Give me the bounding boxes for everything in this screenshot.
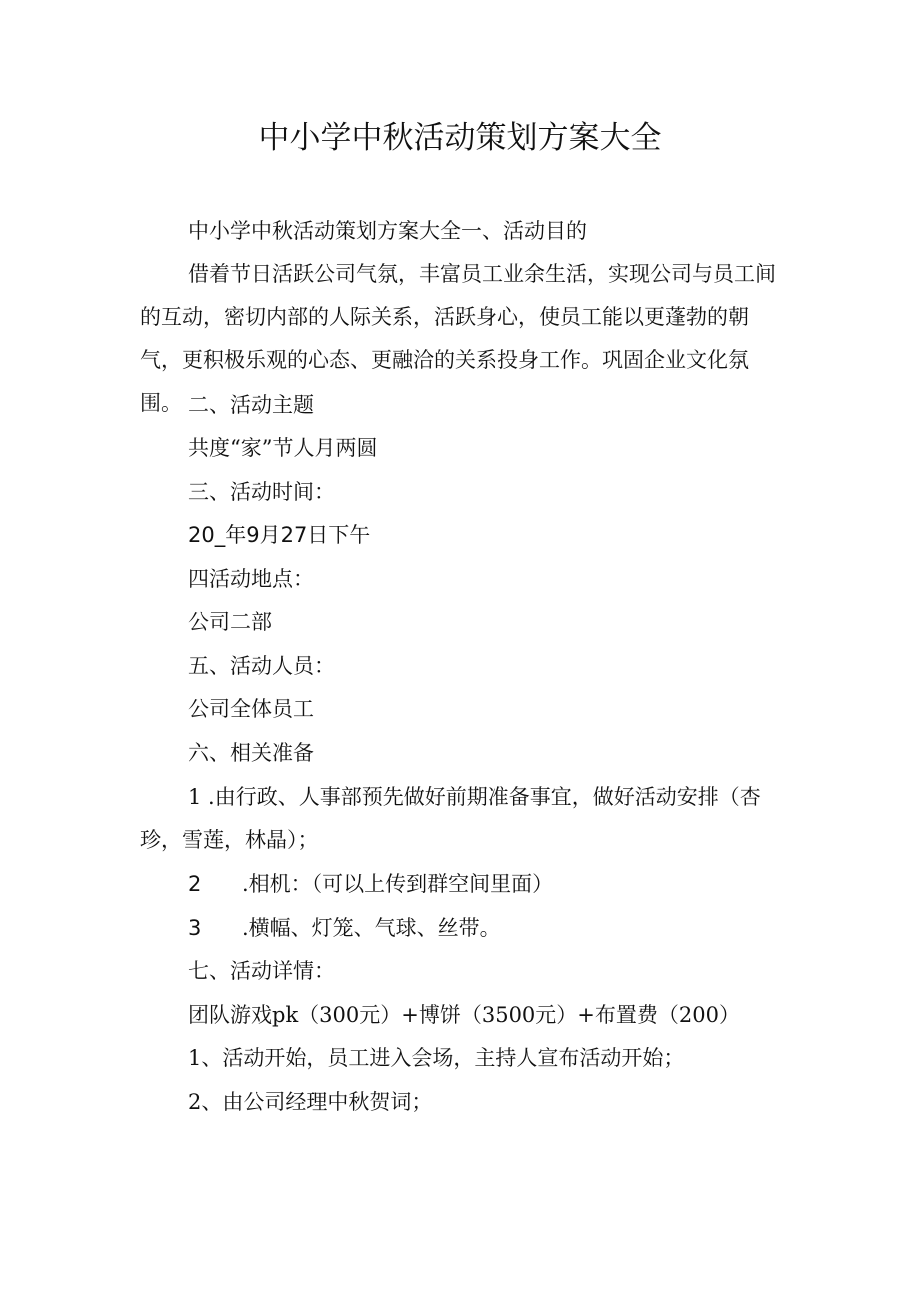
heading-preparation: 六、相关准备 [188,741,314,765]
document-title: 中小学中秋活动策划方案大全 [258,120,662,156]
paragraph-purpose: 借着节日活跃公司气氛，丰富员工业余生活，实现公司与员工间的互动，密切内部的人际关系，活跃身心，使员工能以更蓬勃的朝气，更积极乐观的心态、更融洽的关系投身工作。巩固企业文化氛围。 [140,262,776,415]
paragraph-theme: 共度“家”节人月两圆 [188,436,378,460]
item-number: 3 [188,916,202,940]
paragraph-budget: 团队游戏pk（300元）+博饼（3500元）+布置费（200） [188,1003,740,1027]
item-text: .相机：（可以上传到群空间里面） [242,872,554,896]
heading-people: 五、活动人员： [188,654,335,678]
paragraph-people: 公司全体员工 [188,697,314,721]
item-text: .横幅、灯笼、气球、丝带。 [242,916,501,940]
preparation-item-3 [188,907,838,950]
heading-details: 七、活动详情： [188,959,335,983]
paragraph-time: 20_年9月27日下午 [188,523,371,547]
heading-location: 四活动地点： [188,567,314,591]
preparation-item-2 [188,863,838,906]
heading-time: 三、活动时间： [188,480,335,504]
item-number: 2 [188,872,202,896]
paragraph-location: 公司二部 [188,610,272,634]
detail-step-1: 1、活动开始，员工进入会场，主持人宣布活动开始； [188,1046,685,1070]
heading-theme: 二、活动主题 [188,393,314,417]
detail-step-2: 2、由公司经理中秋贺词； [188,1090,433,1114]
preparation-item-1: 1 .由行政、人事部预先做好前期准备事宜，做好活动安排（杏珍，雪莲，林晶）； [140,785,761,852]
paragraph-intro: 中小学中秋活动策划方案大全一、活动目的 [188,219,587,243]
